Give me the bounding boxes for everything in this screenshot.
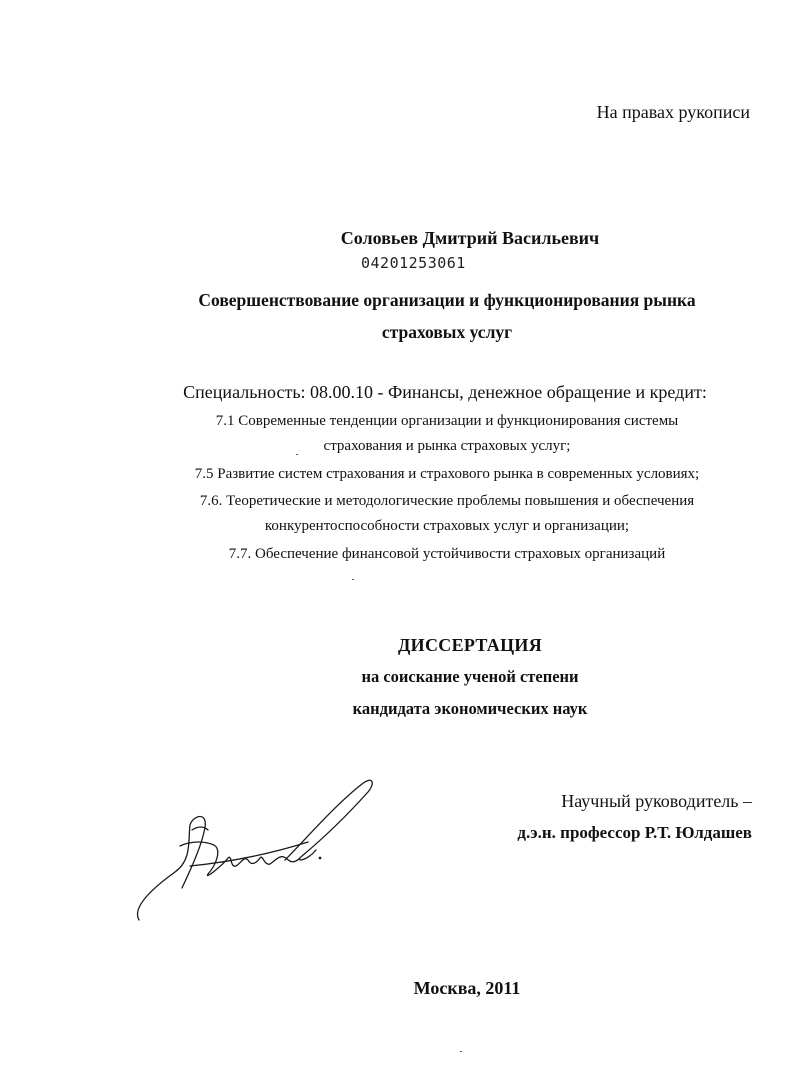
scan-speck	[460, 1051, 462, 1052]
place-and-year: Москва, 2011	[413, 978, 521, 998]
scan-speck	[352, 579, 354, 580]
degree-line-1: на соискание ученой степени	[361, 667, 579, 686]
handwritten-signature	[130, 770, 380, 930]
signature-stroke	[137, 816, 205, 920]
supervisor-name: д.э.н. профессор Р.Т. Юлдашев	[517, 823, 752, 842]
document-type-heading: ДИССЕРТАЦИЯ	[397, 635, 542, 655]
specialty-item: 7.6. Теоретические и методологические проблемы повышения и обеспечения	[199, 493, 695, 509]
signature-stroke	[192, 827, 208, 830]
specialty-item: 7.1 Современные тенденции организации и функционирования системы	[215, 413, 679, 429]
signature-stroke	[285, 780, 372, 860]
rights-note: На правах рукописи	[596, 102, 750, 122]
dissertation-title-line-1: Совершенствование организации и функционирования рынка	[198, 290, 696, 310]
scan-speck	[296, 454, 298, 455]
specialty-label: Специальность: 08.00.10 - Финансы, денежное обращение и кредит:	[183, 382, 707, 402]
supervisor-label: Научный руководитель –	[561, 791, 752, 811]
degree-line-2: кандидата экономических наук	[352, 699, 588, 718]
author-name: Соловьев Дмитрий Васильевич	[340, 228, 600, 248]
specialty-item: страхования и рынка страховых услуг;	[323, 438, 571, 454]
specialty-item: конкурентоспособности страховых услуг и организации;	[264, 518, 630, 534]
dissertation-title-line-2: страховых услуг	[381, 322, 513, 342]
signature-dot	[319, 857, 322, 860]
specialty-item: 7.5 Развитие систем страхования и страхового рынка в современных условиях;	[194, 466, 700, 482]
specialty-item: 7.7. Обеспечение финансовой устойчивости страховых организаций	[228, 546, 666, 562]
library-code: 04201253061	[361, 254, 466, 272]
